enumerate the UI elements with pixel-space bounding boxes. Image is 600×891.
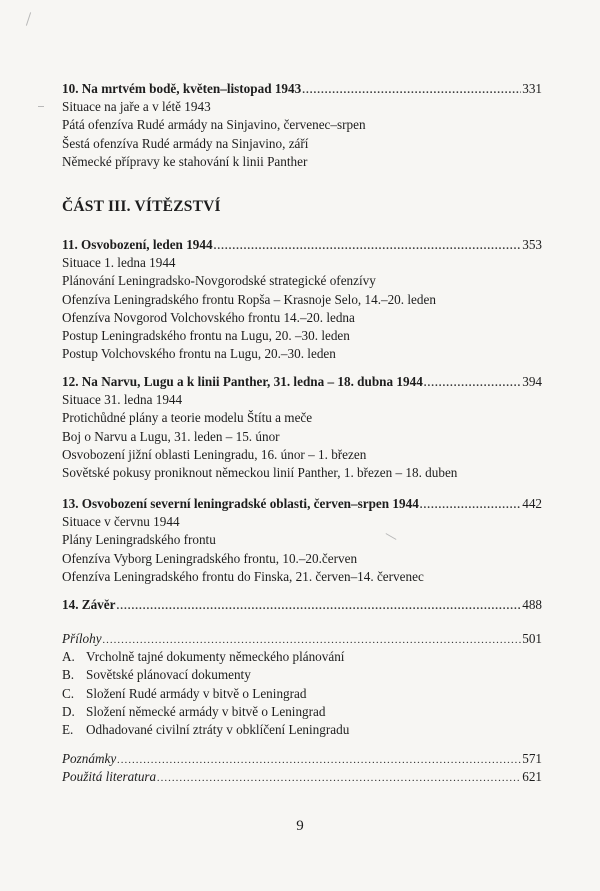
appendices-title: Přílohy (62, 631, 102, 646)
literature-title: Použitá literatura (62, 769, 157, 784)
appendix-item (62, 648, 542, 666)
section-item: Plánování Leningradsko-Novgorodské strategické ofenzívy (62, 273, 376, 289)
section-item: Sovětské pokusy proniknout německou linií Panther, 1. březen – 18. duben (62, 464, 458, 480)
appendix-letter: A. (62, 649, 75, 665)
section-item: Ofenzíva Leningradského frontu do Finska, 21. červen–14. červenec (62, 568, 424, 584)
scan-mark (26, 12, 31, 26)
appendix-item (62, 685, 542, 703)
scan-mark (38, 106, 44, 107)
chapter-heading[interactable] (62, 80, 542, 98)
toc-chapter-12 (62, 373, 542, 482)
toc-literature (62, 768, 542, 786)
appendix-letter: B. (62, 667, 75, 683)
toc-chapter-13 (62, 495, 542, 586)
section-item: Ofenzíva Novgorod Volchovského frontu 14.–20. ledna (62, 309, 355, 325)
page-ref: 353 (522, 237, 542, 252)
appendix-text: Odhadované civilní ztráty v obklíčení Leningradu (86, 721, 350, 737)
chapter-heading[interactable] (62, 373, 542, 391)
appendix-text: Sovětské plánovací dokumenty (86, 667, 251, 683)
leader-dots (214, 237, 522, 255)
section-item: Situace 31. ledna 1944 (62, 392, 183, 408)
section-item: Boj o Narvu a Lugu, 31. leden – 15. únor (62, 428, 280, 444)
section-item: Postup Leningradského frontu na Lugu, 20. –30. leden (62, 327, 350, 343)
appendix-text: Složení Rudé armády v bitvě o Leningrad (86, 685, 307, 701)
section-item: Postup Volchovského frontu na Lugu, 20.–30. leden (62, 346, 336, 362)
appendix-text: Složení německé armády v bitvě o Leningrad (86, 703, 326, 719)
page-ref: 394 (522, 374, 542, 389)
page-ref: 621 (522, 769, 542, 784)
chapter-heading[interactable] (62, 236, 542, 254)
section-item: Plány Leningradského frontu (62, 532, 216, 548)
page-ref: 501 (522, 631, 542, 646)
toc-chapter-10 (62, 80, 542, 171)
page-ref: 331 (522, 81, 542, 96)
chapter-title: 13. Osvobození severní leningradské oblasti, červen–srpen 1944 (62, 496, 419, 511)
leader-dots (424, 374, 521, 392)
leader-dots (116, 597, 521, 615)
chapter-title: 10. Na mrtvém bodě, květen–listopad 1943 (62, 81, 302, 96)
appendices-heading[interactable] (62, 630, 542, 648)
section-item: Pátá ofenzíva Rudé armády na Sinjavino, červenec–srpen (62, 117, 366, 133)
chapter-heading[interactable] (62, 495, 542, 513)
section-item: Ofenzíva Leningradského frontu Ropša – Krasnoje Selo, 14.–20. leden (62, 291, 436, 307)
notes-title: Poznámky (62, 751, 117, 766)
notes-heading[interactable] (62, 750, 542, 768)
section-item: Situace v červnu 1944 (62, 514, 180, 530)
appendix-letter: D. (62, 703, 75, 719)
leader-dots (117, 751, 521, 769)
leader-dots (420, 496, 521, 514)
appendix-item (62, 703, 542, 721)
section-item: Situace na jaře a v létě 1943 (62, 99, 211, 115)
section-item: Německé přípravy ke stahování k linii Panther (62, 153, 308, 169)
leader-dots (103, 631, 522, 649)
section-item: Protichůdné plány a teorie modelu Štítu a meče (62, 410, 313, 426)
toc-chapter-14 (62, 596, 542, 614)
appendix-letter: E. (62, 721, 74, 737)
chapter-title: 11. Osvobození, leden 1944 (62, 237, 213, 252)
page-ref: 571 (522, 751, 542, 766)
part-heading: ČÁST III. VÍTĚZSTVÍ (62, 198, 221, 215)
leader-dots (157, 769, 521, 787)
page-number: 9 (296, 818, 304, 834)
section-item: Ofenzíva Vyborg Leningradského frontu, 10.–20.červen (62, 550, 358, 566)
section-item: Šestá ofenzíva Rudé armády na Sinjavino, září (62, 135, 309, 151)
page-ref: 442 (522, 496, 542, 511)
leader-dots (302, 81, 521, 99)
appendix-item (62, 721, 542, 739)
chapter-heading[interactable] (62, 596, 542, 614)
toc-chapter-11 (62, 236, 542, 363)
section-item: Osvobození jižní oblasti Leningradu, 16. únor – 1. březen (62, 446, 367, 462)
appendix-item (62, 666, 542, 684)
toc-notes (62, 750, 542, 768)
appendix-letter: C. (62, 685, 75, 701)
chapter-title: 14. Závěr (62, 597, 116, 612)
literature-heading[interactable] (62, 768, 542, 786)
appendix-text: Vrcholně tajné dokumenty německého plánování (86, 649, 345, 665)
toc-appendices (62, 630, 542, 739)
page-ref: 488 (522, 597, 542, 612)
section-item: Situace 1. ledna 1944 (62, 255, 176, 271)
chapter-title: 12. Na Narvu, Lugu a k linii Panther, 31. ledna – 18. dubna 1944 (62, 374, 423, 389)
